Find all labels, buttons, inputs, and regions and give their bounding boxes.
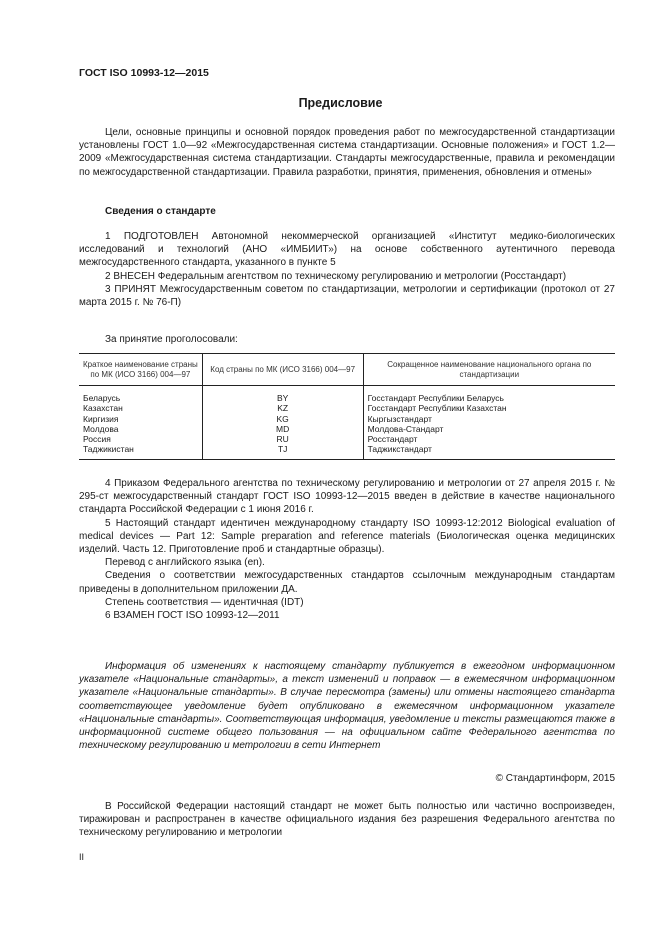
table-row <box>79 424 615 434</box>
table-cell-country: Казахстан <box>83 403 123 414</box>
item-3: 3 ПРИНЯТ Межгосударственным советом по стандартизации, метрологии и сертификации (протокол от 27 марта 2015 г. № 76-П) <box>79 283 615 309</box>
table-cell-country: Таджикистан <box>79 444 202 459</box>
table-row <box>79 434 615 444</box>
table-cell-code: MD <box>202 424 363 434</box>
vote-intro: За принятие проголосовали: <box>105 334 238 345</box>
restriction-notice: В Российской Федерации настоящий стандарт не может быть полностью или частично воспроизведен, тиражирован и распространен в качестве официального издания без разрешения Федерального агентства по техническому регулированию и метрологии <box>79 801 615 839</box>
table-cell-body: Молдова-Стандарт <box>363 424 615 434</box>
table-cell-body: Таджикстандарт <box>363 444 615 459</box>
table-cell-body: Госстандарт Республики Казахстан <box>363 403 615 413</box>
item-6: 6 ВЗАМЕН ГОСТ ISO 10993-12—2011 <box>105 610 280 622</box>
table-cell-body: Кыргызстандарт <box>363 414 615 424</box>
table-cell-code: RU <box>202 434 363 444</box>
table-cell-code: BY <box>202 386 363 404</box>
table-row <box>79 444 615 459</box>
table-cell-country: Россия <box>83 434 111 445</box>
copyright: © Стандартинформ, 2015 <box>495 773 615 784</box>
intro-block <box>79 126 615 179</box>
translation-note: Перевод с английского языка (en). <box>105 557 265 569</box>
info-notice: Информация об изменениях к настоящему стандарту публикуется в ежегодном информационном указателе «Национальные стандарты», а текст изменений и поправок — в ежемесячном информационном указателе «Национальные стандарты». В случае пересмотра (замены) или отмены настоящего стандарта соответствующее уведомление будет опубликовано в ежемесячном информационном указателе «Национальные стандарты». Соответствующая информация, уведомление и тексты размещаются также в информационной системе общего пользования — на официальном сайте Федерального агентства по техническому регулированию и метрологии в сети Интернет <box>79 661 615 752</box>
item-1: 1 ПОДГОТОВЛЕН Автономной некоммерческой организацией «Институт медико-биологических исследований и технологий (АНО «ИМБИИТ») на основе собственного аутентичного перевода межгосударственного стандарта, указанного в пункте 5 <box>79 231 615 269</box>
table-cell-country: Беларусь <box>83 393 121 403</box>
table-cell-body: Госстандарт Республики Беларусь <box>363 386 615 404</box>
table-cell-body: Росстандарт <box>363 434 615 444</box>
table-row <box>79 386 615 404</box>
table-cell-code: KG <box>202 414 363 424</box>
table-cell-code: KZ <box>202 403 363 413</box>
table-row <box>79 414 615 424</box>
table-header-body: Сокращенное наименование национального органа по стандартизации <box>363 354 615 386</box>
references-note: Сведения о соответствии межгосударственных стандартов ссылочным международным стандартам приведены в дополнительном приложении ДА. <box>79 570 615 595</box>
item-4: 4 Приказом Федерального агентства по техническому регулированию и метрологии от 27 апреля 2015 г. № 295-ст межгосударственный стандарт ГОСТ ISO 10993-12—2015 введен в действие в качестве национального стандарта Российской Федерации с 1 июня 2016 г. <box>79 478 615 516</box>
section-title-block <box>79 205 615 218</box>
items-4-6-block <box>79 477 615 622</box>
table-cell-country: Молдова <box>83 423 119 434</box>
info-notice-block <box>79 660 615 752</box>
table-header-row <box>79 354 615 386</box>
intro-paragraph: Цели, основные принципы и основной порядок проведения работ по межгосударственной стандартизации установлены ГОСТ 1.0—92 «Межгосударственная система стандартизации. Основные положения» и ГОСТ 1.2—2009 «Межгосударственная система стандартизации. Стандарты межгосударственные, правила и рекомендации по межгосударственной стандартизации. Правила разработки, принятия, применения, обновления и отмены» <box>79 127 615 178</box>
table-cell-country: Киргизия <box>83 413 119 424</box>
votes-table <box>79 353 615 460</box>
items-1-3-block <box>79 230 615 309</box>
item-2: 2 ВНЕСЕН Федеральным агентством по техническому регулированию и метрологии (Росстандарт) <box>105 270 567 282</box>
table-row <box>79 403 615 413</box>
table-header-code: Код страны по МК (ИСО 3166) 004—97 <box>202 354 363 386</box>
table-header-country: Краткое наименование страны по МК (ИСО 3166) 004—97 <box>79 354 202 386</box>
page-title: Предисловие <box>298 96 383 110</box>
item-5: 5 Настоящий стандарт идентичен международному стандарту ISO 10993-12:2012 Biological evaluation of medical devices — Part 12: Sample preparation and reference materials (Биологическая оценка медицинских изделий. Часть 12. Приготовление проб и стандартные образцы). <box>79 517 615 556</box>
section-title: Сведения о стандарте <box>105 206 216 217</box>
page-number: II <box>79 852 85 862</box>
vote-intro-block <box>79 333 615 346</box>
restriction-block <box>79 800 615 840</box>
document-header: ГОСТ ISO 10993-12—2015 <box>79 67 209 79</box>
table-cell-code: TJ <box>202 444 363 459</box>
conformity-degree: Степень соответствия — идентичная (IDT) <box>105 596 304 608</box>
